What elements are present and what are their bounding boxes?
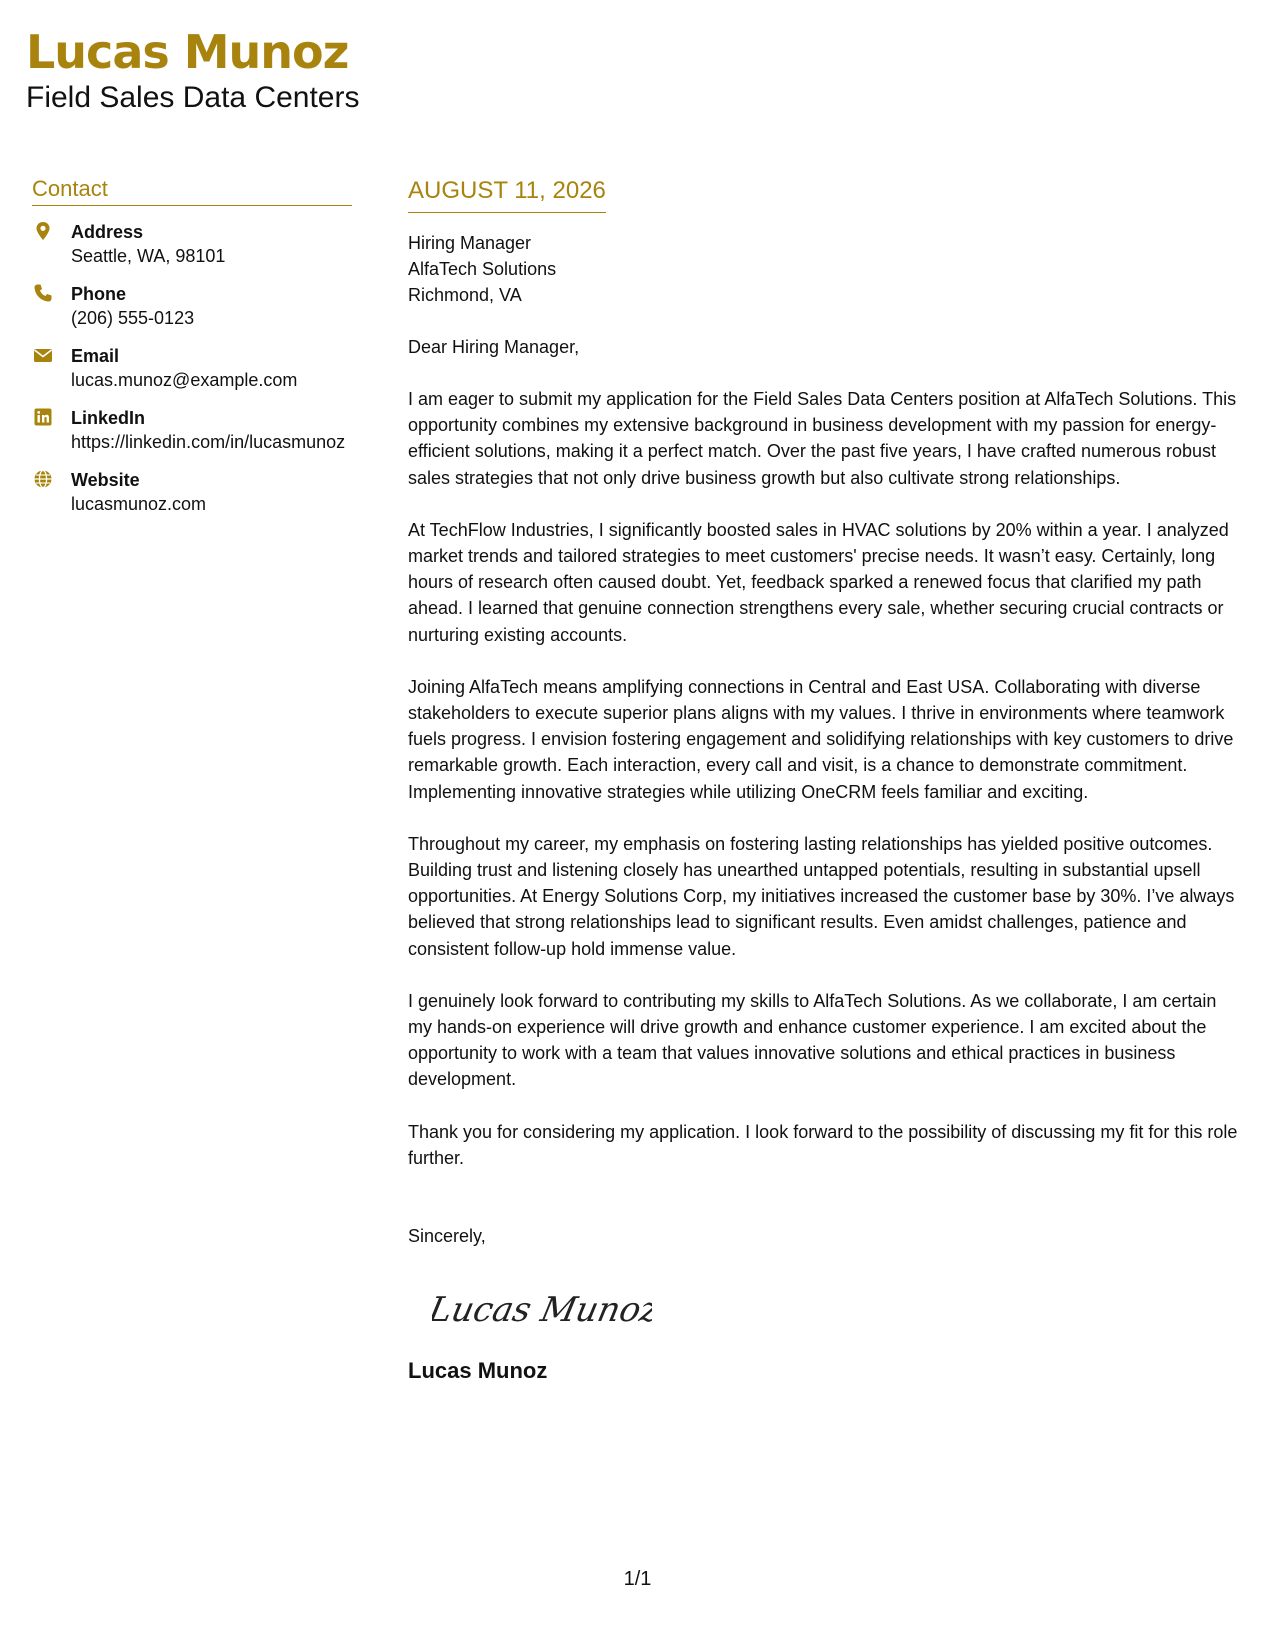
paragraph: Throughout my career, my emphasis on fostering lasting relationships has yielded positive outcomes. Building trust and listening closely has unearthed untapped potentials, resulting in substantial upsell opportunities. At Energy Solutions Corp, my initiatives increased the customer base by 30%. I’ve always believed that strong relationships lead to significant results. Even amidst challenges, patience and consistent follow-up hold immense value. [408, 833, 1235, 959]
signature-script: Lucas Munoz [432, 1290, 652, 1330]
paragraph: I am eager to submit my application for the Field Sales Data Centers position at AlfaTech Solutions. This opportunity combines my extensive background in business development with my passion for energy-efficient solutions, making it a perfect match. Over the past five years, I have crafted numerous robust sales strategies that not only drive business growth but also cultivate strong relationships. [408, 389, 1237, 488]
map-pin-icon [33, 221, 53, 241]
recipient-company: AlfaTech Solutions [408, 259, 557, 279]
recipient-block [408, 230, 1238, 308]
contact-phone [32, 282, 352, 330]
contact-sidebar [32, 176, 352, 516]
contact-heading: Contact [32, 176, 352, 206]
globe-icon [33, 469, 53, 489]
address-value: Seattle, WA, 98101 [71, 246, 226, 266]
salutation: Dear Hiring Manager, [408, 337, 580, 357]
job-title: Field Sales Data Centers [26, 81, 360, 114]
envelope-icon [33, 345, 53, 365]
paragraph: Thank you for considering my application. I look forward to the possibility of discussing my fit for this role further. [408, 1121, 1238, 1168]
closing: Sincerely, [408, 1226, 486, 1247]
email-value[interactable]: lucas.munoz@example.com [71, 370, 298, 390]
contact-address [32, 220, 352, 268]
website-label: Website [71, 470, 140, 490]
linkedin-value[interactable]: https://linkedin.com/in/lucasmunoz [71, 432, 346, 452]
letter-body [408, 176, 1238, 1385]
email-label: Email [71, 346, 120, 366]
contact-linkedin [32, 406, 352, 454]
recipient-name: Hiring Manager [408, 233, 532, 253]
phone-icon [33, 283, 53, 303]
signer-name: Lucas Munoz [408, 1358, 548, 1384]
header [26, 22, 360, 116]
contact-email [32, 344, 352, 392]
paragraph: I genuinely look forward to contributing my skills to AlfaTech Solutions. As we collaborate, I am certain my hands-on experience will drive growth and enhance customer experience. I am excited about the opportunity to work with a team that values innovative solutions and ethical practices in business development. [408, 990, 1217, 1090]
handwritten-signature [432, 1279, 1238, 1339]
paragraph: At TechFlow Industries, I significantly boosted sales in HVAC solutions by 20% within a year. I analyzed market trends and tailored strategies to meet customers' precise needs. It wasn’t easy. Certainly, long hours of research often caused doubt. Yet, feedback sparked a renewed focus that clarified my path ahead. I learned that genuine connection strengthens every sale, whether securing crucial contracts or nurturing existing accounts. [408, 519, 1229, 645]
paragraph: Joining AlfaTech means amplifying connections in Central and East USA. Collaborating with diverse stakeholders to execute superior plans aligns with my values. I thrive in environments where teamwork fuels progress. I envision fostering engagement and solidifying relationships with key customers to drive remarkable growth. Each interaction, every call and visit, is a chance to demonstrate commitment. Implementing innovative strategies while utilizing OneCRM feels familiar and exciting. [408, 676, 1234, 802]
address-label: Address [71, 222, 144, 242]
page-indicator: 1/1 [623, 1568, 652, 1590]
phone-value: (206) 555-0123 [71, 308, 195, 328]
linkedin-icon [33, 407, 53, 427]
website-value[interactable]: lucasmunoz.com [71, 494, 207, 514]
applicant-name: Lucas Munoz [26, 25, 349, 79]
linkedin-label: LinkedIn [71, 408, 146, 428]
letter-date: AUGUST 11, 2026 [408, 176, 606, 213]
contact-website [32, 468, 352, 516]
recipient-location: Richmond, VA [408, 285, 522, 305]
phone-label: Phone [71, 284, 127, 304]
